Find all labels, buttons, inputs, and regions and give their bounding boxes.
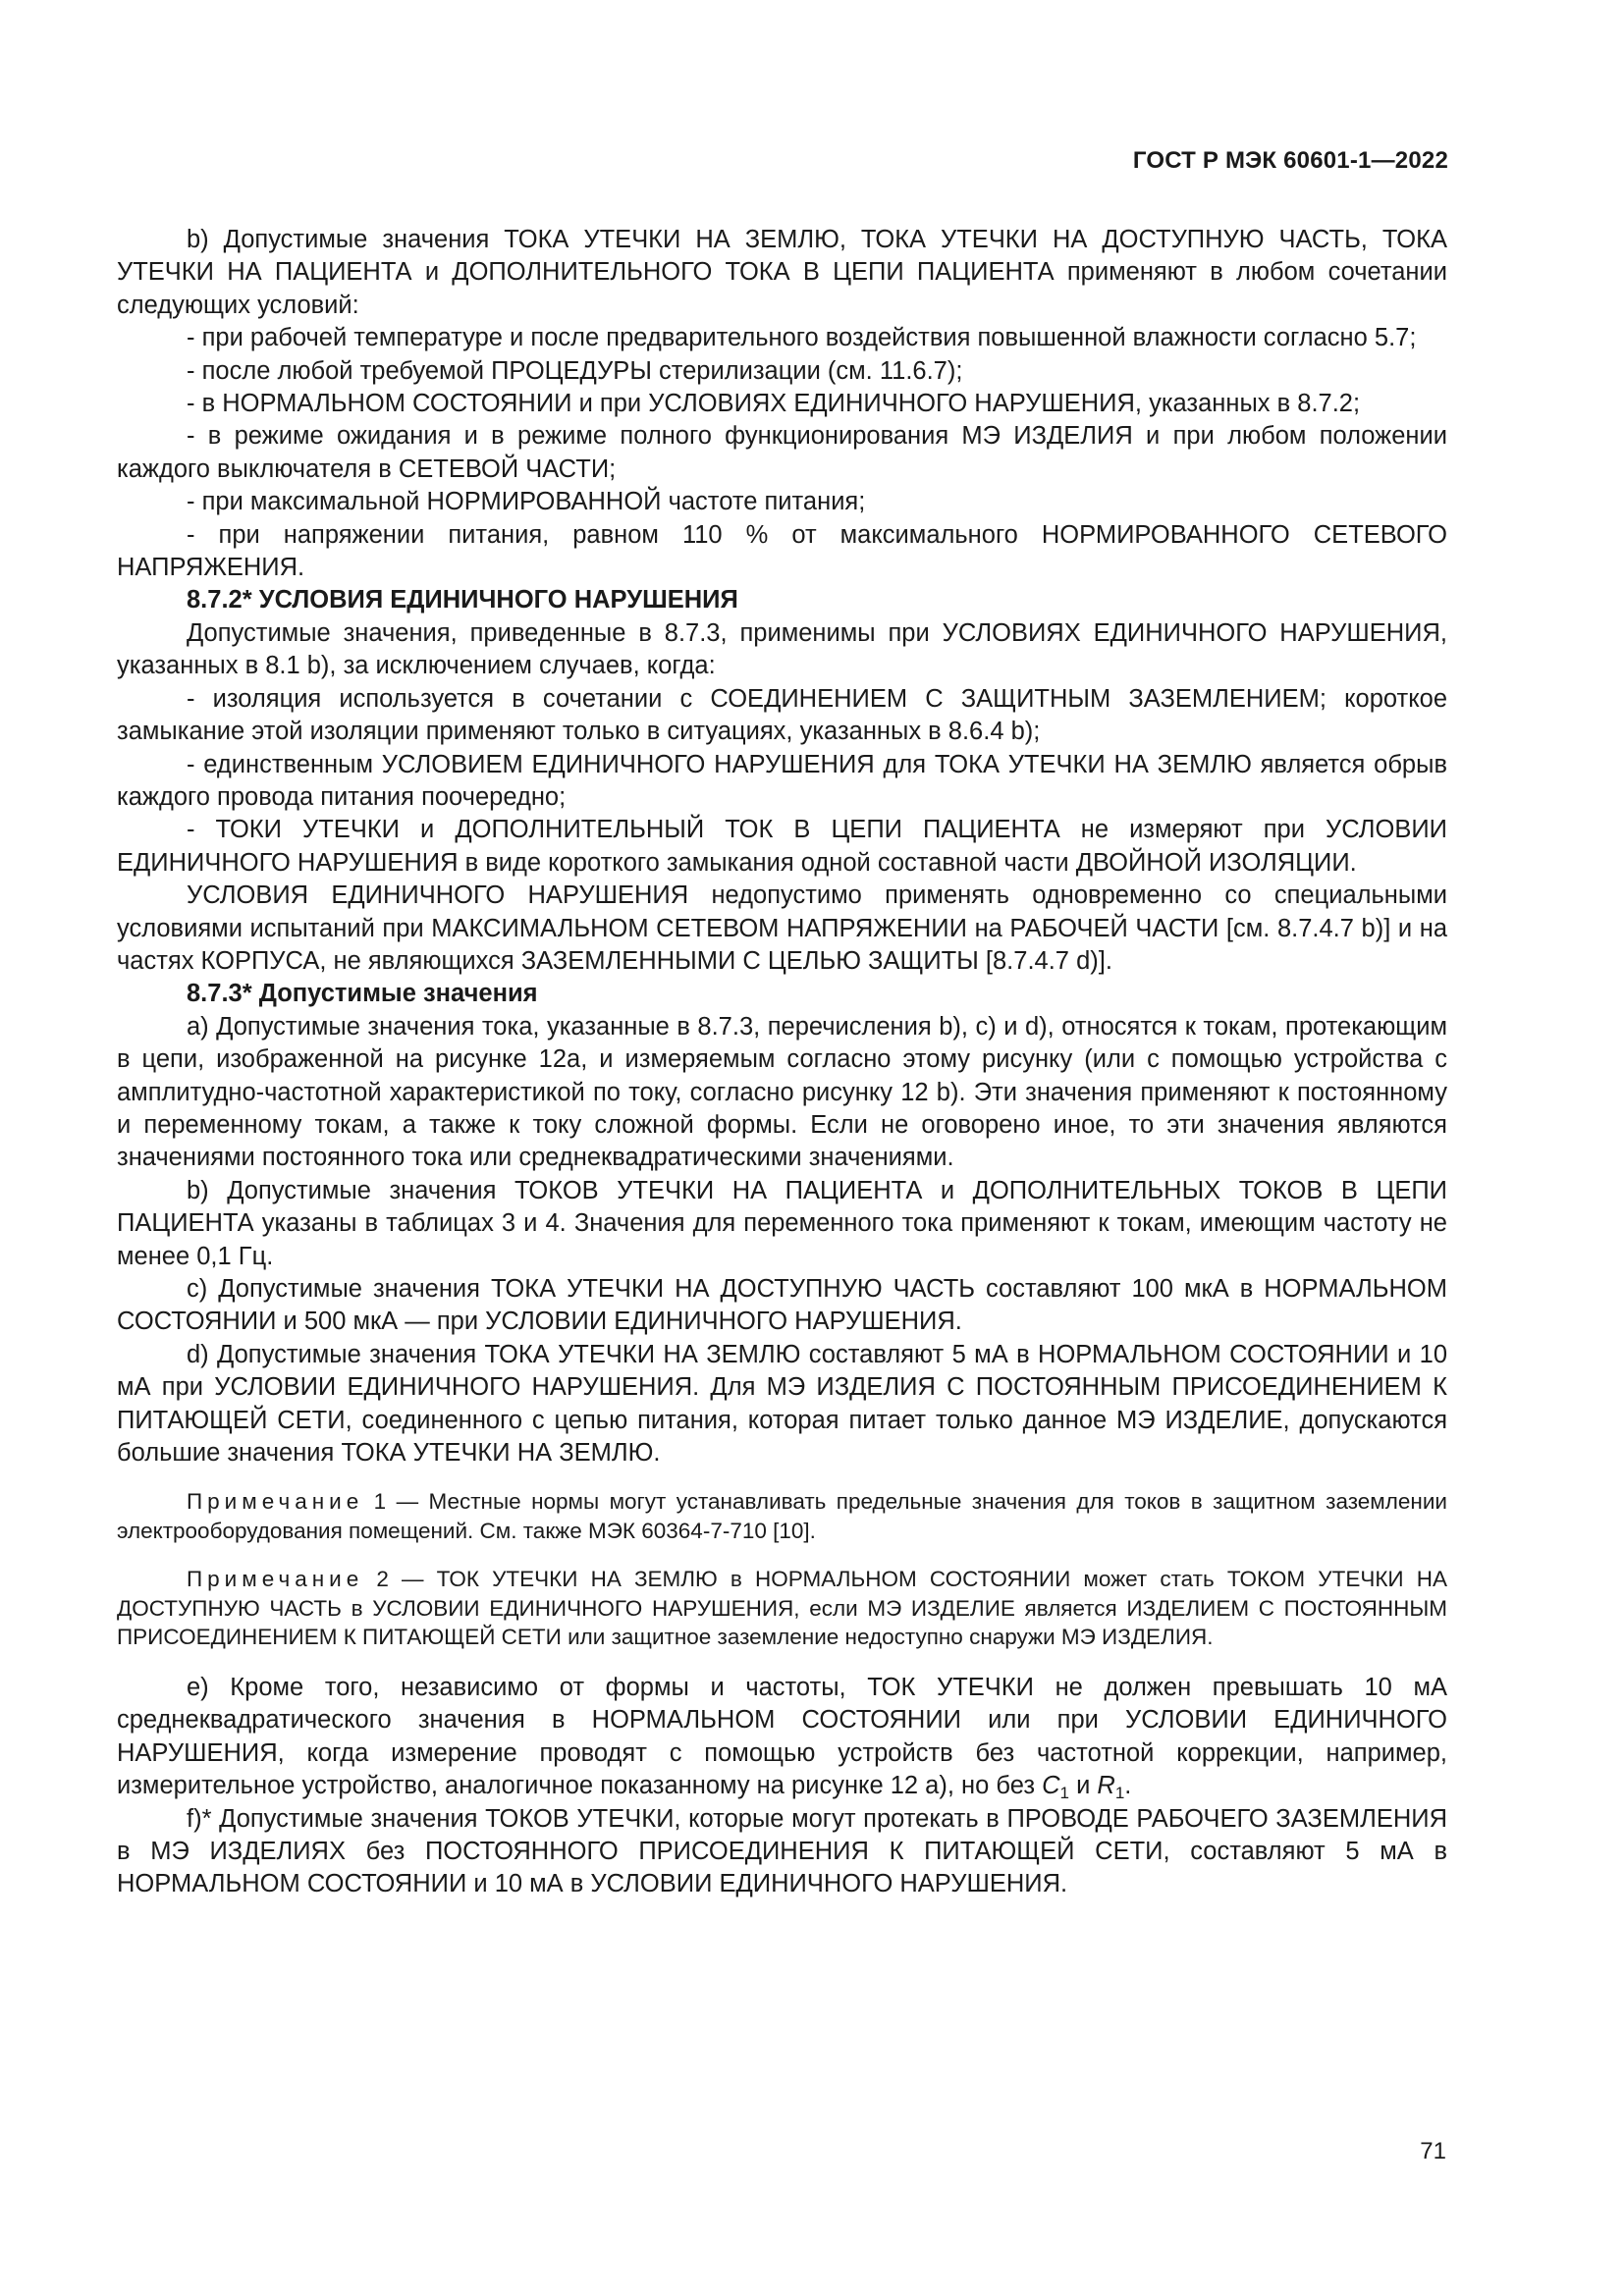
- paragraph-e: [117, 1672, 1447, 1803]
- note-1: [117, 1487, 1447, 1545]
- symbol-c: C: [1042, 1772, 1060, 1800]
- list-item-temperature: - при рабочей температуре и после предварительного воздействия повышенной влажности согласно 5.7;: [187, 324, 1417, 352]
- conjunction: и: [1068, 1772, 1098, 1800]
- standard-header: ГОСТ Р МЭК 60601-1—2022: [1132, 147, 1448, 174]
- list-item-normal-condition: - в НОРМАЛЬНОМ СОСТОЯНИИ и при УСЛОВИЯХ ЕДИНИЧНОГО НАРУШЕНИЯ, указанных в 8.7.2;: [187, 390, 1361, 418]
- note-text: — ТОК УТЕЧКИ НА ЗЕМЛЮ в НОРМАЛЬНОМ СОСТОЯНИИ может стать ТОКОМ УТЕЧКИ НА ДОСТУПНУЮ ЧАСТЬ в УСЛОВИИ ЕДИНИЧНОГО НАРУШЕНИЯ, если МЭ ИЗДЕЛИЕ является ИЗДЕЛИЕМ С ПОСТОЯННЫМ ПРИСОЕДИНЕНИЕМ К ПИТАЮЩЕЙ СЕТИ или защитное заземление недоступно снаружи МЭ ИЗДЕЛИЯ.: [117, 1567, 1447, 1650]
- subscript-r: 1: [1114, 1784, 1125, 1803]
- symbol-r: R: [1097, 1772, 1115, 1800]
- note-label: Примечание: [187, 1567, 364, 1592]
- list-item-open-supply: - единственным УСЛОВИЕМ ЕДИНИЧНОГО НАРУШЕНИЯ для ТОКА УТЕЧКИ НА ЗЕМЛЮ является обрыв каждого провода питания поочередно;: [117, 750, 1447, 811]
- list-item-double-insulation: - ТОКИ УТЕЧКИ и ДОПОЛНИТЕЛЬНЫЙ ТОК В ЦЕПИ ПАЦИЕНТА не измеряют при УСЛОВИИ ЕДИНИЧНОГО НАРУШЕНИЯ в виде короткого замыкания одной составной части ДВОЙНОЙ ИЗОЛЯЦИИ.: [117, 816, 1447, 877]
- list-item-frequency: - при максимальной НОРМИРОВАННОЙ частоте питания;: [187, 488, 866, 516]
- paragraph-b: b) Допустимые значения ТОКОВ УТЕЧКИ НА ПАЦИЕНТА и ДОПОЛНИТЕЛЬНЫХ ТОКОВ В ЦЕПИ ПАЦИЕНТА указаны в таблицах 3 и 4. Значения для переменного тока применяют к токам, имеющим частоту не менее 0,1 Гц.: [117, 1176, 1447, 1270]
- section-heading-8-7-2: 8.7.2* УСЛОВИЯ ЕДИНИЧНОГО НАРУШЕНИЯ: [187, 586, 738, 614]
- page-number: 71: [1420, 2138, 1446, 2164]
- note-number: 1: [373, 1489, 387, 1515]
- list-item-standby: - в режиме ожидания и в режиме полного функционирования МЭ ИЗДЕЛИЯ и при любом положении каждого выключателя в СЕТЕВОЙ ЧАСТИ;: [117, 422, 1447, 483]
- paragraph-d: d) Допустимые значения ТОКА УТЕЧКИ НА ЗЕМЛЮ составляют 5 мА в НОРМАЛЬНОМ СОСТОЯНИИ и 10 мА при УСЛОВИИ ЕДИНИЧНОГО НАРУШЕНИЯ. Для МЭ ИЗДЕЛИЯ С ПОСТОЯННЫМ ПРИСОЕДИНЕНИЕМ К ПИТАЮЩЕЙ СЕТИ, соединенного с цепью питания, которая питает только данное МЭ ИЗДЕЛИЕ, допускаются большие значения ТОКА УТЕЧКИ НА ЗЕМЛЮ.: [117, 1340, 1447, 1468]
- document-body: [117, 224, 1447, 1901]
- note-number: 2: [376, 1567, 389, 1592]
- note-text: — Местные нормы могут устанавливать предельные значения для токов в защитном заземлении электрооборудования помещений. См. также МЭК 60364-7-710 [10].: [117, 1489, 1447, 1543]
- note-2: [117, 1565, 1447, 1652]
- paragraph-single-fault-restriction: УСЛОВИЯ ЕДИНИЧНОГО НАРУШЕНИЯ недопустимо применять одновременно со специальными условиями испытаний при МАКСИМАЛЬНОМ СЕТЕВОМ НАПРЯЖЕНИИ на РАБОЧЕЙ ЧАСТИ [см. 8.7.4.7 b)] и на частях КОРПУСА, не являющихся ЗАЗЕМЛЕННЫМИ С ЦЕЛЬЮ ЗАЩИТЫ [8.7.4.7 d)].: [117, 881, 1447, 975]
- paragraph-b-intro: b) Допустимые значения ТОКА УТЕЧКИ НА ЗЕМЛЮ, ТОКА УТЕЧКИ НА ДОСТУПНУЮ ЧАСТЬ, ТОКА УТЕЧКИ НА ПАЦИЕНТА и ДОПОЛНИТЕЛЬНОГО ТОКА В ЦЕПИ ПАЦИЕНТА применяют в любом сочетании следующих условий:: [117, 226, 1447, 319]
- list-item-sterilization: - после любой требуемой ПРОЦЕДУРЫ стерилизации (см. 11.6.7);: [187, 356, 963, 385]
- paragraph-e-text: e) Кроме того, независимо от формы и частоты, ТОК УТЕЧКИ не должен превышать 10 мА среднеквадратического значения в НОРМАЛЬНОМ СОСТОЯНИИ или при УСЛОВИИ ЕДИНИЧНОГО НАРУШЕНИЯ, когда измерение проводят с помощью устройств без частотной коррекции, например, измерительное устройство, аналогичное показанному на рисунке 12 а), но без: [117, 1673, 1447, 1800]
- paragraph-8-7-2-intro: Допустимые значения, приведенные в 8.7.3, применимы при УСЛОВИЯХ ЕДИНИЧНОГО НАРУШЕНИЯ, указанных в 8.1 b), за исключением случаев, когда:: [117, 618, 1447, 680]
- subscript-c: 1: [1059, 1784, 1069, 1803]
- paragraph-f: f)* Допустимые значения ТОКОВ УТЕЧКИ, которые могут протекать в ПРОВОДЕ РАБОЧЕГО ЗАЗЕМЛЕНИЯ в МЭ ИЗДЕЛИЯХ без ПОСТОЯННОГО ПРИСОЕДИНЕНИЯ К ПИТАЮЩЕЙ СЕТИ, составляют 5 мА в НОРМАЛЬНОМ СОСТОЯНИИ и 10 мА в УСЛОВИИ ЕДИНИЧНОГО НАРУШЕНИЯ.: [117, 1804, 1447, 1898]
- list-item-voltage: - при напряжении питания, равном 110 % от максимального НОРМИРОВАННОГО СЕТЕВОГО НАПРЯЖЕНИЯ.: [117, 520, 1447, 582]
- paragraph-c: c) Допустимые значения ТОКА УТЕЧКИ НА ДОСТУПНУЮ ЧАСТЬ составляют 100 мкА в НОРМАЛЬНОМ СОСТОЯНИИ и 500 мкА — при УСЛОВИИ ЕДИНИЧНОГО НАРУШЕНИЯ.: [117, 1275, 1447, 1336]
- section-heading-8-7-3: 8.7.3* Допустимые значения: [187, 980, 538, 1008]
- paragraph-e-end: .: [1124, 1772, 1132, 1800]
- note-label: Примечание: [187, 1489, 364, 1515]
- list-item-insulation: - изоляция используется в сочетании с СОЕДИНЕНИЕМ С ЗАЩИТНЫМ ЗАЗЕМЛЕНИЕМ; короткое замыкание этой изоляции применяют только в ситуациях, указанных в 8.6.4 b);: [117, 684, 1447, 746]
- paragraph-a: a) Допустимые значения тока, указанные в 8.7.3, перечисления b), c) и d), относятся к токам, протекающим в цепи, изображенной на рисунке 12а, и измеряемым согласно этому рисунку (или с помощью устройства с амплитудно-частотной характеристикой по току, согласно рисунку 12 b). Эти значения применяют к постоянному и переменному токам, а также к току сложной формы. Если не оговорено иное, то эти значения являются значениями постоянного тока или среднеквадратическими значениями.: [117, 1012, 1447, 1172]
